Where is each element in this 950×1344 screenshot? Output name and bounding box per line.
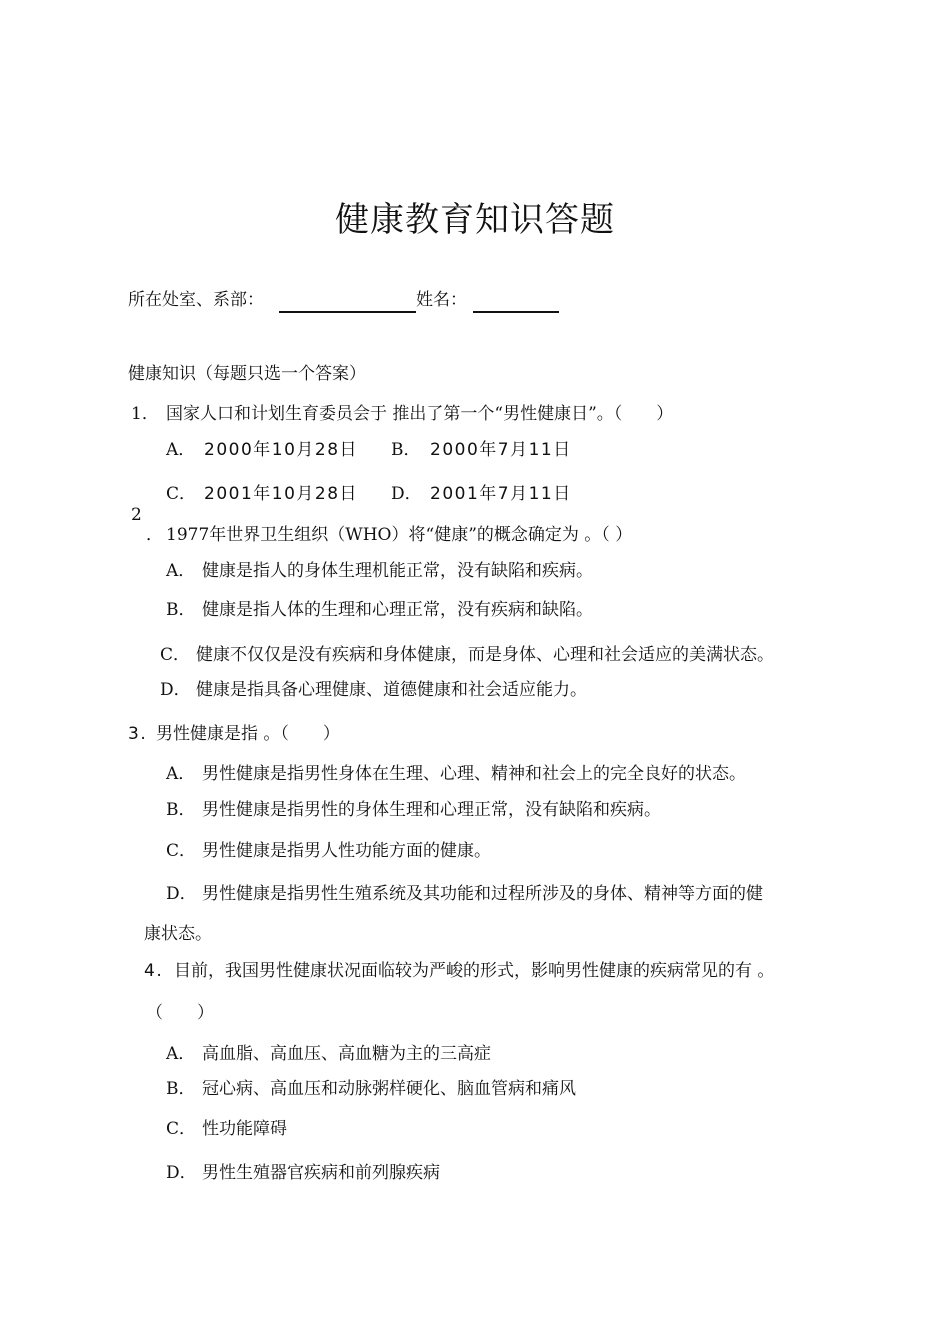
department-label: 所在处室、系部： — [128, 290, 264, 310]
q4-option-a-label: A． — [166, 1044, 196, 1064]
q3-option-c-text: 男性健康是指男人性功能方面的健康。 — [202, 841, 491, 861]
question-2-stem: 1977年世界卫生组织（WHO）将“健康”的概念确定为 。（ ） — [166, 525, 633, 545]
name-label: 姓名： — [416, 290, 467, 310]
q2-option-d-label: D． — [160, 680, 191, 700]
q3-option-d-continuation: 康状态。 — [144, 924, 212, 944]
document-title: 健康教育知识答题 — [335, 200, 615, 240]
q1-option-b-label: B． — [391, 440, 421, 460]
question-1-stem: 国家人口和计划生育委员会于 推出了第一个“男性健康日”。（ ） — [166, 404, 674, 424]
q1-option-a-text: 2000年10月28日 — [204, 440, 359, 460]
q1-option-d-text: 2001年7月11日 — [430, 484, 572, 504]
q1-option-c-label: C． — [166, 484, 197, 504]
section-title: 健康知识（每题只选一个答案） — [128, 364, 366, 384]
q2-option-a-text: 健康是指人的身体生理机能正常，没有缺陷和疾病。 — [202, 561, 593, 581]
question-3-stem: 男性健康是指 。（ ） — [156, 724, 340, 744]
question-4-number: 4. — [144, 961, 164, 981]
question-4-stem-continuation: （ ） — [146, 1003, 214, 1023]
q1-option-a-label: A． — [166, 440, 196, 460]
q2-option-c-text: 健康不仅仅是没有疾病和身体健康，而是身体、心理和社会适应的美满状态。 — [196, 645, 774, 665]
q2-option-d-text: 健康是指具备心理健康、道德健康和社会适应能力。 — [196, 680, 587, 700]
q4-option-c-label: C． — [166, 1119, 197, 1139]
q2-option-b-text: 健康是指人体的生理和心理正常，没有疾病和缺陷。 — [202, 600, 593, 620]
name-blank[interactable] — [473, 311, 559, 313]
q3-option-d-text: 男性健康是指男性生殖系统及其功能和过程所涉及的身体、精神等方面的健 — [202, 884, 763, 904]
q3-option-b-text: 男性健康是指男性的身体生理和心理正常，没有缺陷和疾病。 — [202, 800, 661, 820]
question-3-number: 3. — [128, 724, 148, 744]
question-2-number: 2 — [131, 505, 142, 525]
q3-option-b-label: B． — [166, 800, 196, 820]
department-blank[interactable] — [279, 311, 416, 313]
q4-option-b-label: B． — [166, 1079, 196, 1099]
q1-option-d-label: D． — [391, 484, 422, 504]
q4-option-d-text: 男性生殖器官疾病和前列腺疾病 — [202, 1163, 440, 1183]
q2-option-b-label: B． — [166, 600, 196, 620]
question-4-stem: 目前，我国男性健康状况面临较为严峻的形式，影响男性健康的疾病常见的有 。 — [174, 961, 775, 981]
q3-option-c-label: C． — [166, 841, 197, 861]
question-1-number: 1． — [131, 404, 159, 424]
q4-option-a-text: 高血脂、高血压、高血糖为主的三高症 — [202, 1044, 491, 1064]
q1-option-c-text: 2001年10月28日 — [204, 484, 359, 504]
q3-option-a-text: 男性健康是指男性身体在生理、心理、精神和社会上的完全良好的状态。 — [202, 764, 746, 784]
q3-option-d-label: D． — [166, 884, 197, 904]
q3-option-a-label: A． — [166, 764, 196, 784]
q4-option-d-label: D． — [166, 1163, 197, 1183]
q2-option-c-label: C． — [160, 645, 191, 665]
q4-option-b-text: 冠心病、高血压和动脉粥样硬化、脑血管病和痛风 — [202, 1079, 576, 1099]
q1-option-b-text: 2000年7月11日 — [430, 440, 572, 460]
question-2-stem-prefix: ． — [146, 525, 163, 545]
q2-option-a-label: A． — [166, 561, 196, 581]
q4-option-c-text: 性功能障碍 — [202, 1119, 287, 1139]
